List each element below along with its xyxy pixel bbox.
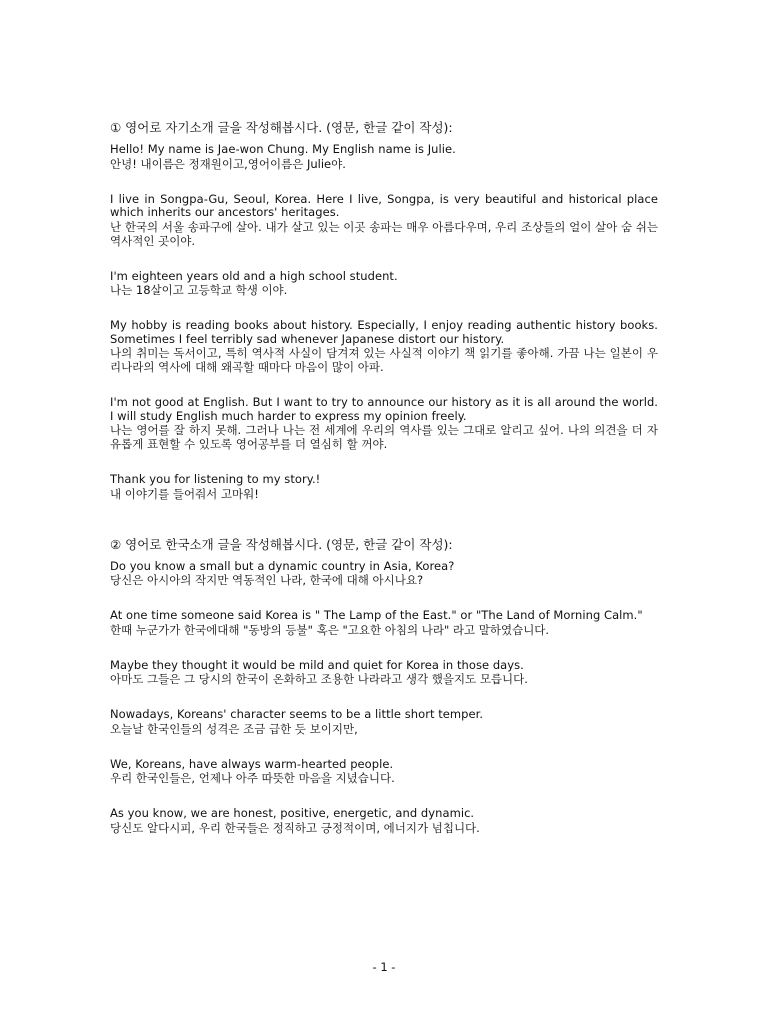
paragraph [110, 560, 658, 588]
english-text: Maybe they thought it would be mild and quiet for Korea in those days. [110, 657, 524, 672]
english-text: At one time someone said Korea is " The Lamp of the East." or "The Land of Morning Calm." [110, 608, 643, 622]
section-korea-introduction [110, 537, 658, 835]
english-text: Nowadays, Koreans' character seems to be a little short temper. [110, 707, 484, 721]
paragraph [110, 609, 658, 637]
paragraph [110, 659, 658, 687]
page-number: - 1 - [372, 960, 396, 974]
english-text: Thank you for listening to my story.! [110, 472, 321, 486]
korean-text: 나는 18살이고 고등학교 학생 이야. [110, 283, 288, 297]
paragraph [110, 270, 658, 298]
section-self-introduction [110, 120, 658, 501]
english-text: Do you know a small but a dynamic country in Asia, Korea? [110, 558, 455, 573]
paragraph [110, 319, 658, 374]
english-text: We, Koreans, have always warm-hearted people. [110, 756, 394, 771]
paragraph [110, 807, 658, 835]
korean-text: 난 한국의 서울 송파구에 살아. 내가 살고 있는 이곳 송파는 매우 아름다우며, 우리 조상들의 얼이 살아 숨 쉬는 역사적인 곳이야. [110, 219, 658, 248]
korean-text: 한때 누군가가 한국에대해 "동방의 등불" 혹은 "고요한 아침의 나라" 라고 말하였습니다. [110, 622, 550, 637]
english-text: As you know, we are honest, positive, energetic, and dynamic. [110, 806, 475, 820]
english-text: My hobby is reading books about history. Especially, I enjoy reading authentic history books. Sometimes I feel terribly sad whenever Japanese distort our history. [110, 318, 658, 346]
english-text: I'm not good at English. But I want to try to announce our history as it is all around the world. I will study English much harder to express my opinion freely. [110, 395, 658, 423]
paragraph [110, 708, 658, 736]
section-heading: ② 영어로 한국소개 글을 작성해봅시다. (영문, 한글 같이 작성): [110, 536, 453, 552]
document-content [110, 120, 658, 857]
paragraph [110, 758, 658, 786]
korean-text: 나의 취미는 독서이고, 특히 역사적 사실이 담겨져 있는 사실적 이야기 책 읽기를 좋아해. 가끔 나는 일본이 우리나라의 역사에 대해 왜곡할 때마다 마음이 많이 아파. [110, 346, 658, 374]
korean-text: 당신도 알다시피, 우리 한국들은 정직하고 긍정적이며, 에너지가 넘칩니다. [110, 820, 480, 835]
korean-text: 오늘날 한국인들의 성격은 조금 급한 듯 보이지만, [110, 721, 358, 736]
korean-text: 당신은 아시아의 작지만 역동적인 나라, 한국에 대해 아시나요? [110, 573, 424, 587]
paragraph [110, 143, 658, 171]
english-text: Hello! My name is Jae-won Chung. My English name is Julie. [110, 142, 456, 156]
paragraph [110, 396, 658, 451]
korean-text: 내 이야기를 들어줘서 고마워! [110, 486, 259, 501]
paragraph [110, 193, 658, 248]
english-text: I'm eighteen years old and a high school student. [110, 268, 398, 283]
korean-text: 나는 영어를 잘 하지 못해. 그러나 나는 전 세계에 우리의 역사를 있는 그대로 알리고 싶어. 나의 의견을 더 자유롭게 표현할 수 있도록 영어공부를 더 열심히 할 꺼야. [110, 423, 658, 451]
korean-text: 안녕! 내이름은 정재원이고,영어이름은 Julie야. [110, 156, 346, 171]
korean-text: 우리 한국인들은, 언제나 아주 따뜻한 마음을 지녔습니다. [110, 771, 395, 785]
paragraph [110, 473, 658, 501]
section-heading: ① 영어로 자기소개 글을 작성해봅시다. (영문, 한글 같이 작성): [110, 120, 453, 135]
english-text: I live in Songpa-Gu, Seoul, Korea. Here I live, Songpa, is very beautiful and historical place which inherits our ancestors' heritages. [110, 191, 658, 219]
korean-text: 아마도 그들은 그 당시의 한국이 온화하고 조용한 나라라고 생각 했을지도 모릅니다. [110, 672, 528, 686]
